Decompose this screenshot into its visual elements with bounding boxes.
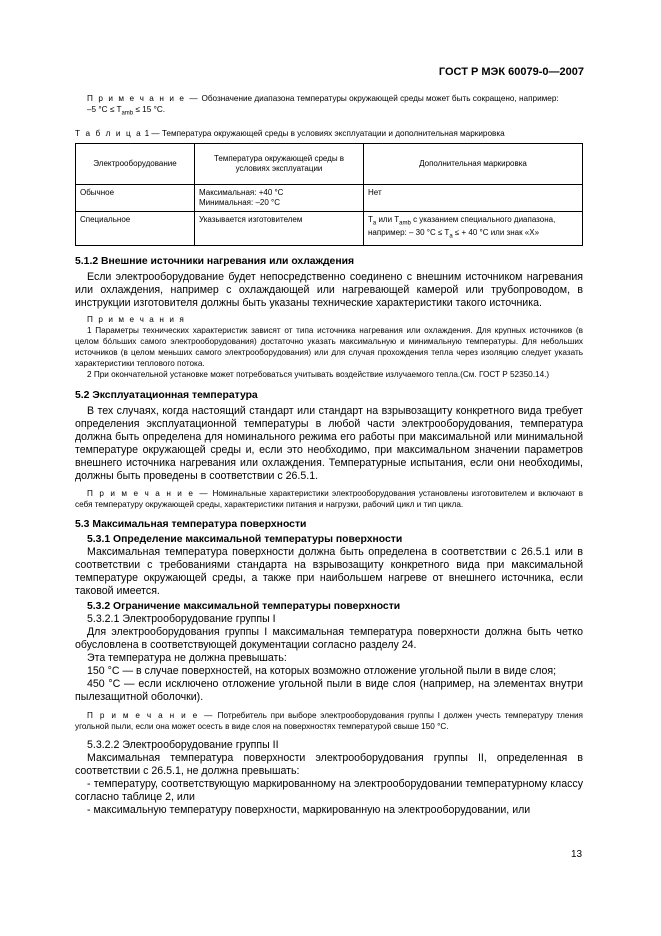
table-header-cell: Дополнительная маркировка: [364, 143, 583, 184]
paragraph: 450 °C — если исключено отложение угольной пыли в виде слоя (например, на элементах внутри пылезащитной оболочки).: [75, 677, 583, 703]
note-1: 1 Параметры технических характеристик зависят от типа источника нагревания или охлаждения. Для крупных источников (в целом бóльших самого электрооборудования) достаточно указать максимальную и минимальную температуры. Для небольших источников (в целом меньших самого электрооборудования) или для случая прохождения тепла через изоляцию следует указать характеристики теплового потока.: [75, 325, 583, 368]
table-cell: Нет: [364, 184, 583, 211]
note-label: П р и м е ч а н и е —: [87, 94, 200, 103]
list-item: - максимальную температуру поверхности, маркированную на электрооборудовании, или: [87, 803, 531, 816]
table-row: [76, 211, 583, 245]
heading-5-3-1: 5.3.1 Определение максимальной температуры поверхности: [87, 533, 403, 545]
page-number: 13: [571, 849, 583, 860]
paragraph: Максимальная температура поверхности должна быть определена в соответствии с 26.5.1 или в соответствии с требованиями стандарта на взрывозащиту конкретного вида при максимальной температуре окружающей среды, а также при наибольшем нагреве от внешнего источника, если таковой имеется.: [75, 545, 583, 597]
note-text: Обозначение диапазона температуры окружающей среды может быть сокращено, например:: [199, 94, 559, 103]
note-text: Номинальные характеристики электрооборудования установлены изготовителем и включают в себя температуру окружающей среды, характеристики питания и нагрузки, рабочий цикл и тип цикла.: [75, 488, 583, 509]
paragraph: Максимальная температура поверхности электрооборудования группы II, определенная в соответствии с 26.5.1, не должна превышать:: [75, 751, 583, 777]
heading-5-3-2-1: 5.3.2.1 Электрооборудование группы I: [87, 612, 276, 625]
table-cell: Максимальная: +40 °C Минимальная: –20 °C: [195, 184, 364, 211]
heading-5-3: 5.3 Максимальная температура поверхности: [75, 518, 307, 530]
table-cell: $T_a$ или $T_{amb}$ с указанием специального диапазона, например: – 30 $^\circ C \le T_a$ ≤ + 40 °C или знак «X»: [364, 211, 583, 245]
table-header-cell: Электрооборудование: [76, 143, 195, 184]
note: [75, 710, 583, 732]
paragraph: В тех случаях, когда настоящий стандарт или стандарт на взрывозащиту конкретного вида требует определения эксплуатационной температуры в любой части электрооборудования, температура должна быть определена для номинального режима его работы при максимальной или минимальной температуре окружающей среды и, если это необходимо, при максимальном значении параметров внешнего источника нагревания или охлаждения. Температурные испытания, если они необходимы, должны быть проведены в соответствии с 26.5.1.: [75, 404, 583, 482]
note-label: П р и м е ч а н и е —: [87, 710, 214, 720]
note-label: П р и м е ч а н и е —: [87, 488, 210, 498]
heading-5-2: 5.2 Эксплуатационная температура: [75, 389, 258, 401]
table-caption: [75, 128, 583, 139]
table-cell: Специальное: [76, 211, 195, 245]
paragraph: Для электрооборудования группы I максимальная температура поверхности должна быть четко обусловлена в соответствующей документации согласно разделу 24.: [75, 625, 583, 651]
heading-5-1-2: 5.1.2 Внешние источники нагревания или охлаждения: [75, 255, 355, 267]
heading-5-3-2-2: 5.3.2.2 Электрооборудование группы II: [87, 738, 279, 751]
paragraph: Эта температура не должна превышать:: [87, 651, 287, 664]
paragraph: Если электрооборудование будет непосредственно соединено с внешним источником нагревания или охлаждения, например с охлаждающей или нагревающей камерой или трубопроводом, в инструкции изготовителя должны быть указаны технические характеристики такого источника.: [75, 270, 583, 309]
note-example: –5 $^\circ C \le T_{amb} \le 15$ °C.: [87, 105, 166, 117]
table-row: [76, 184, 583, 211]
table-cell: Указывается изготовителем: [195, 211, 364, 245]
note-text: Потребитель при выборе электрооборудования группы I должен учесть температуру тления угольной пыли, если она может осесть в виде слоя на поверхностях температурой свыше 150 °C.: [75, 710, 583, 731]
list-item: - температуру, соответствующую маркированному на электрооборудовании температурному классу согласно таблице 2, или: [75, 777, 583, 803]
table-caption-label: Т а б л и ц а: [75, 128, 143, 138]
document-header: ГОСТ Р МЭК 60079-0—2007: [438, 66, 584, 78]
note-2: 2 При окончательной установке может потребоваться учитывать воздействие излучаемого тепла.(См. ГОСТ Р 52350.14.): [87, 369, 550, 379]
heading-5-3-2: 5.3.2 Ограничение максимальной температуры поверхности: [87, 600, 401, 612]
page-content: [75, 93, 583, 817]
table-cell: Обычное: [76, 184, 195, 211]
table-caption-text: 1 — Температура окружающей среды в условиях эксплуатации и дополнительная маркировка: [142, 128, 505, 138]
table-header-cell: Температура окружающей среды в условиях эксплуатации: [195, 143, 364, 184]
table-header-row: [76, 143, 583, 184]
requirements-list: [75, 778, 583, 817]
note-top: [75, 93, 583, 104]
paragraph: 150 °C — в случае поверхностей, на которых возможно отложение угольной пыли в виде слоя;: [87, 664, 557, 677]
temperature-table: [75, 143, 583, 246]
notes-label: П р и м е ч а н и я: [87, 314, 186, 324]
note: [75, 488, 583, 510]
